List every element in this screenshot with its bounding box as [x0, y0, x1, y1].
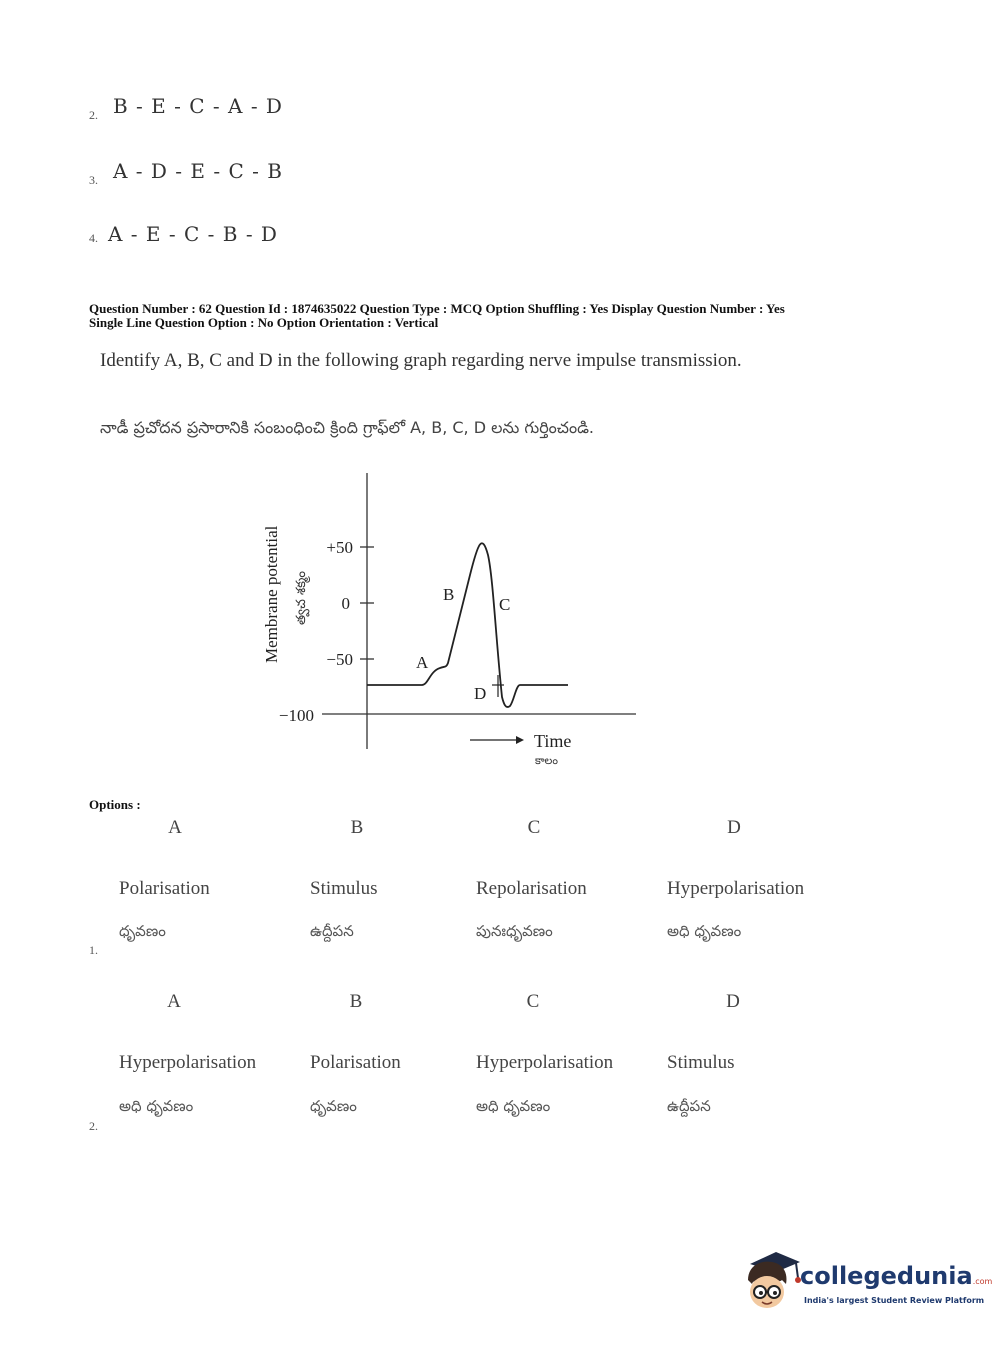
- point-label-a: A: [416, 653, 429, 672]
- option-column-header: D: [727, 817, 741, 838]
- option-cell: Hyperpolarisation: [667, 878, 805, 899]
- options-label: Options :: [89, 797, 141, 812]
- option-column-header: B: [349, 991, 363, 1012]
- option-column-header: B: [350, 817, 364, 838]
- option-cell-te: అధి ధృవణం: [119, 1097, 194, 1115]
- option-cell-te: పునఃధృవణం: [476, 922, 553, 940]
- ytick-label: 0: [341, 594, 350, 613]
- option-number: 2.: [89, 108, 98, 122]
- option-number: 2.: [89, 1119, 98, 1133]
- logo-suffix: .com: [972, 1277, 993, 1286]
- option-cell: Hyperpolarisation: [119, 1052, 257, 1073]
- option-cell-te: ఉద్దీపన: [667, 1097, 711, 1115]
- option-cell: Hyperpolarisation: [476, 1052, 614, 1073]
- option-text: A - E - C - B - D: [108, 222, 278, 246]
- question-meta-line2: Single Line Question Option : No Option Orientation : Vertical: [89, 315, 439, 330]
- option-cell: Polarisation: [119, 878, 210, 899]
- option-cell-te: అధి ధృవణం: [667, 922, 742, 940]
- option-cell-te: ధృవణం: [119, 922, 166, 940]
- option-cell-te: అధి ధృవణం: [476, 1097, 551, 1115]
- option-number: 4.: [89, 231, 98, 245]
- ylabel-te: త్వచ శక్మం: [294, 571, 309, 625]
- question-text-te: నాడీ ప్రచోదన ప్రసారానికి సంబంధించి క్రింది గ్రాఫ్‌లో A, B, C, D లను గుర్తించండి.: [100, 418, 594, 437]
- question-text-en: Identify A, B, C and D in the following graph regarding nerve impulse transmission.: [100, 350, 742, 371]
- option-text: B - E - C - A - D: [113, 94, 283, 118]
- ylabel-en: Membrane potential: [262, 525, 281, 663]
- action-potential-curve: [367, 543, 568, 707]
- option-cell: Polarisation: [310, 1052, 401, 1073]
- option-number: 1.: [89, 943, 98, 957]
- option-cell: Stimulus: [667, 1052, 735, 1073]
- action-potential-graph: [250, 465, 650, 775]
- option-column-header: C: [526, 991, 540, 1012]
- option-column-header: A: [168, 817, 182, 838]
- xlabel-en: Time: [534, 731, 572, 751]
- option-number: 3.: [89, 173, 98, 187]
- collegedunia-logo: [742, 1250, 993, 1320]
- xlabel-te: కాలం: [535, 754, 558, 767]
- logo-tagline: India's largest Student Review Platform: [804, 1296, 985, 1305]
- option-column-header: A: [167, 991, 181, 1012]
- ytick-label: −100: [278, 706, 314, 725]
- option-cell: Repolarisation: [476, 878, 587, 899]
- question-meta-line1: Question Number : 62 Question Id : 1874635022 Question Type : MCQ Option Shuffling : Yes Display Question Number : Yes: [89, 301, 785, 316]
- point-label-d: D: [474, 684, 487, 703]
- option-cell: Stimulus: [310, 878, 378, 899]
- option-column-header: C: [527, 817, 541, 838]
- point-label-c: C: [499, 595, 511, 614]
- option-cell-te: ధృవణం: [310, 1097, 357, 1115]
- ytick-label: −50: [326, 650, 353, 669]
- point-label-b: B: [443, 585, 455, 604]
- mascot-icon: [742, 1250, 804, 1314]
- option-text: A - D - E - C - B: [113, 159, 283, 183]
- logo-name: collegedunia: [800, 1262, 973, 1290]
- ytick-label: +50: [326, 538, 353, 557]
- option-cell-te: ఉద్దీపన: [310, 922, 354, 940]
- time-arrow-head: [516, 736, 524, 744]
- option-column-header: D: [726, 991, 740, 1012]
